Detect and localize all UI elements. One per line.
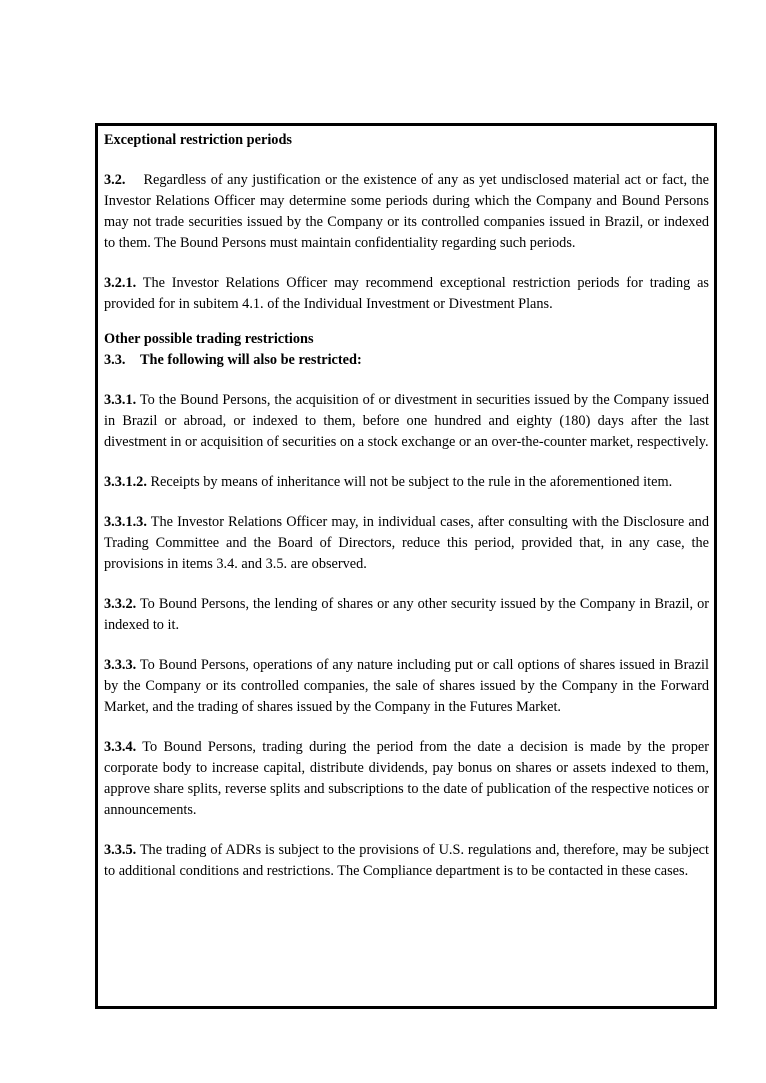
paragraph-3-3-3 bbox=[104, 655, 709, 718]
paragraph-number: 3.3.3. bbox=[104, 657, 137, 673]
paragraph-text: Receipts by means of inheritance will not be subject to the rule in the aforementioned item. bbox=[150, 474, 673, 490]
paragraph-3-2-1 bbox=[104, 273, 709, 315]
paragraph-text: The following will also be restricted: bbox=[140, 352, 362, 368]
paragraph-text: The Investor Relations Officer may, in individual cases, after consulting with the Disclosure and Trading Committee and the Board of Directors, reduce this period, provided that, in any case, the provisions in items 3.4. and 3.5. are observed. bbox=[104, 514, 709, 572]
paragraph-3-3-1 bbox=[104, 390, 709, 453]
document-frame bbox=[95, 123, 717, 1009]
section-heading-other: Other possible trading restrictions bbox=[104, 331, 314, 347]
paragraph-3-3 bbox=[104, 350, 709, 371]
paragraph-number: 3.3.1.2. bbox=[104, 474, 147, 490]
paragraph-3-3-1-3 bbox=[104, 512, 709, 575]
section-heading-exceptional: Exceptional restriction periods bbox=[104, 132, 292, 148]
paragraph-text: Regardless of any justification or the existence of any as yet undisclosed material act or fact, the Investor Relations Officer may determine some periods during which the Company and Bound Persons may not trade securities issued by the Company or its controlled companies issued in Brazil, or indexed to them. The Bound Persons must maintain confidentiality regarding such periods. bbox=[104, 172, 710, 251]
paragraph-3-3-4 bbox=[104, 737, 709, 821]
paragraph-text: To Bound Persons, the lending of shares or any other security issued by the Company in Brazil, or indexed to it. bbox=[104, 596, 709, 633]
paragraph-number: 3.3.2. bbox=[104, 596, 137, 612]
paragraph-3-2 bbox=[104, 170, 709, 254]
paragraph-3-3-5 bbox=[104, 840, 709, 882]
paragraph-3-3-1-2 bbox=[104, 472, 709, 493]
paragraph-number: 3.3.1.3. bbox=[104, 514, 147, 530]
paragraph-number: 3.2.1. bbox=[104, 275, 137, 291]
paragraph-number: 3.2. bbox=[104, 172, 126, 188]
paragraph-3-3-2 bbox=[104, 594, 709, 636]
paragraph-text: To Bound Persons, trading during the period from the date a decision is made by the proper corporate body to increase capital, distribute dividends, pay bonus on shares or assets indexed to them, approve share splits, reverse splits and subscriptions to the date of publication of the respective notices or announcements. bbox=[104, 739, 709, 818]
paragraph-number: 3.3. bbox=[104, 352, 126, 368]
paragraph-text: The Investor Relations Officer may recommend exceptional restriction periods for trading as provided for in subitem 4.1. of the Individual Investment or Divestment Plans. bbox=[104, 275, 709, 312]
paragraph-text: To the Bound Persons, the acquisition of or divestment in securities issued by the Company issued in Brazil or abroad, or indexed to them, before one hundred and eighty (180) days after the last divestment in or acquisition of securities on a stock exchange or an over-the-counter market, respectively. bbox=[104, 392, 709, 450]
paragraph-number: 3.3.5. bbox=[104, 842, 137, 858]
paragraph-number: 3.3.1. bbox=[104, 392, 137, 408]
paragraph-text: To Bound Persons, operations of any nature including put or call options of shares issued in Brazil by the Company or its controlled companies, the sale of shares issued by the Company in the Forward Market, and the trading of shares issued by the Company in the Futures Market. bbox=[104, 657, 709, 715]
paragraph-text: The trading of ADRs is subject to the provisions of U.S. regulations and, therefore, may be subject to additional conditions and restrictions. The Compliance department is to be contacted in these cases. bbox=[104, 842, 709, 879]
paragraph-number: 3.3.4. bbox=[104, 739, 137, 755]
